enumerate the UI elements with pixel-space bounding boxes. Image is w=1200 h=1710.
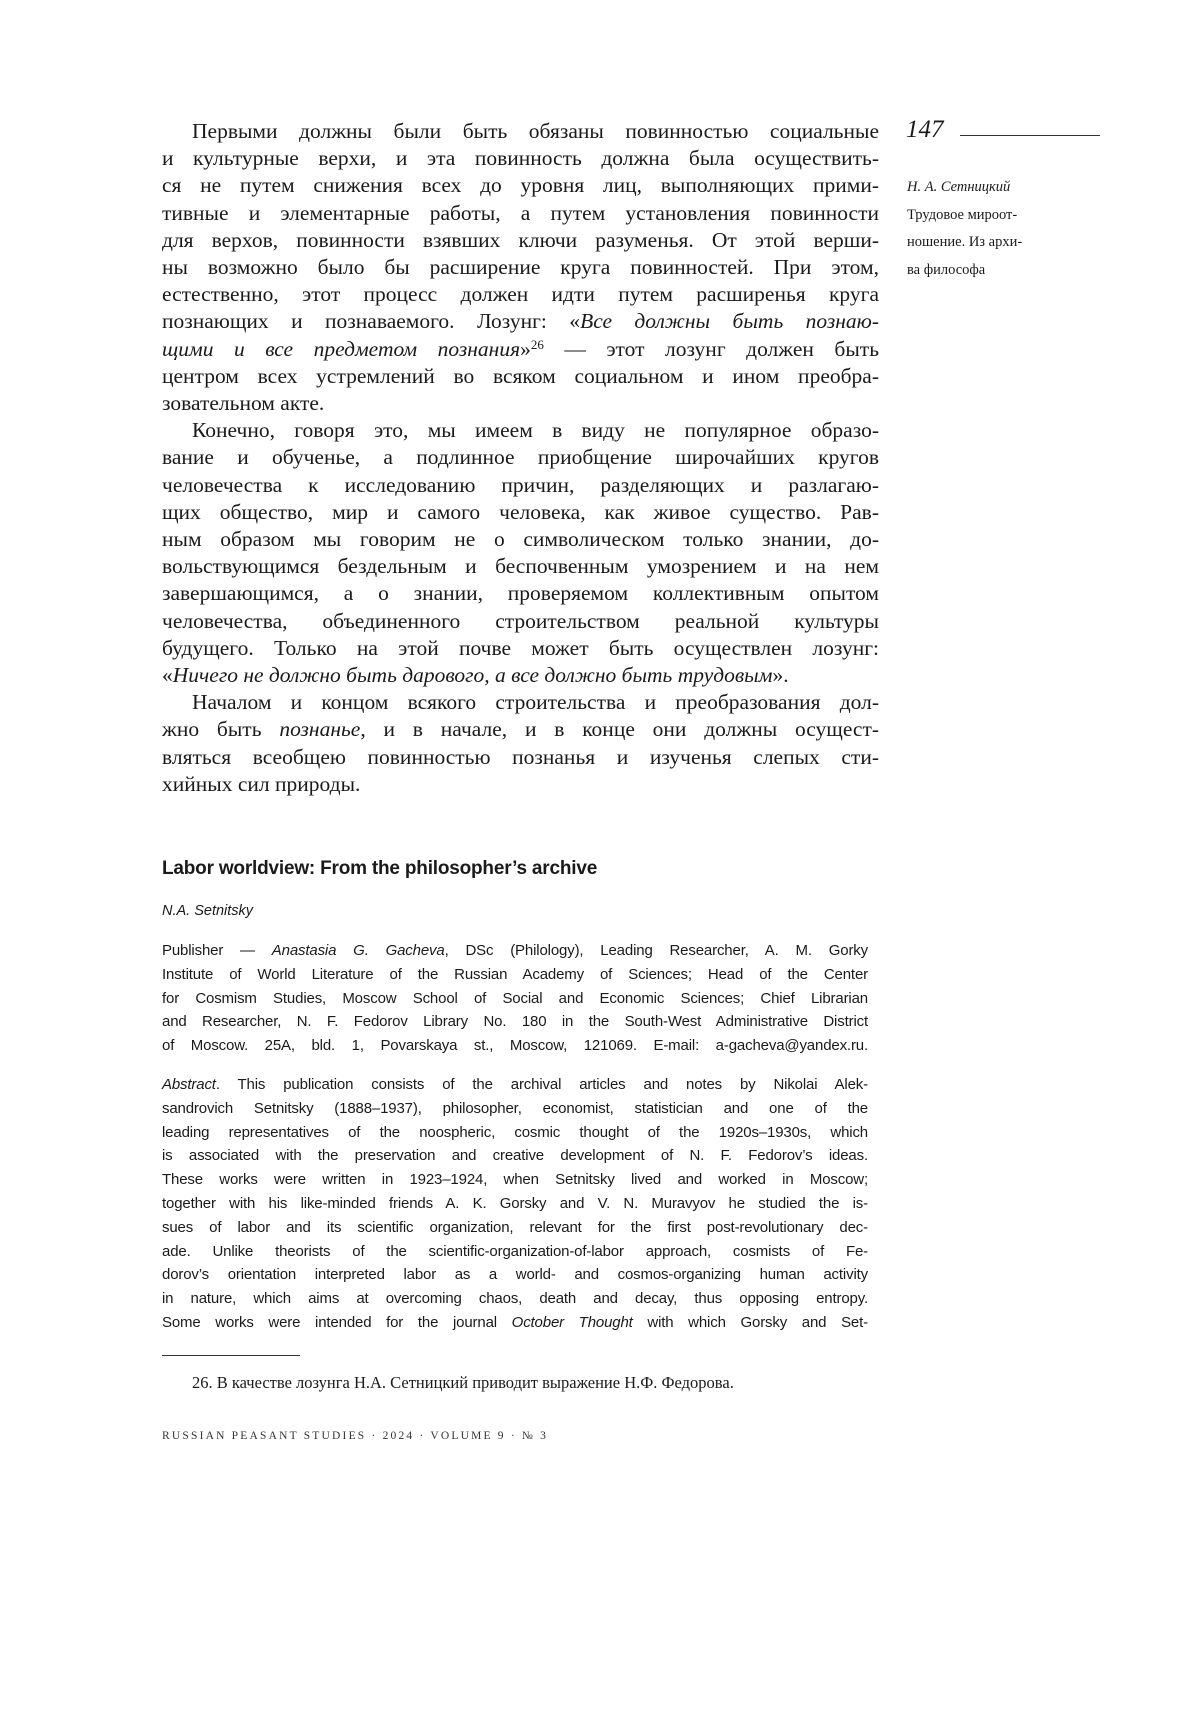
text-segment: вание и обученье, а подлинное приобщение широчайших кругов: [162, 445, 879, 469]
text-segment: and Researcher, N. F. Fedorov Library No. 180 in the South-West Administrative District: [162, 1013, 868, 1030]
text-line: [162, 1263, 868, 1287]
text-line: [162, 1097, 868, 1121]
text-line: [162, 1192, 868, 1216]
text-line: [162, 390, 879, 417]
paragraph: [162, 118, 879, 417]
text-line: [162, 716, 879, 743]
text-segment: Abstract: [162, 1076, 216, 1093]
text-line: [162, 963, 868, 987]
text-segment: These works were written in 1923–1924, when Setnitsky lived and worked in Moscow;: [162, 1171, 868, 1188]
running-head-title-line: ношение. Из архи-: [907, 229, 1067, 257]
text-segment: »: [520, 337, 531, 361]
text-segment: Ничего не должно быть дарового, а все должно быть трудовым: [173, 663, 773, 687]
text-segment: и культурные верхи, и эта повинность должна была осуществить-: [162, 146, 879, 170]
text-segment: завершающимся, а о знании, проверяемом коллективным опытом: [162, 581, 879, 605]
text-segment: in nature, which aims at overcoming chaos, death and decay, thus opposing entropy.: [162, 1290, 868, 1307]
page-number: 147: [906, 116, 944, 144]
text-segment: зовательном акте.: [162, 391, 324, 415]
running-head-title-line: ва философа: [907, 257, 1067, 285]
text-line: [162, 553, 879, 580]
english-title: Labor worldview: From the philosopher’s archive: [162, 858, 597, 880]
text-segment: is associated with the preservation and creative development of N. F. Fedorov’s ideas.: [162, 1147, 868, 1164]
text-segment: Institute of World Literature of the Russian Academy of Sciences; Head of the Center: [162, 966, 868, 983]
footnote-rule: [162, 1355, 300, 1356]
text-line: [162, 118, 879, 145]
text-segment: leading representatives of the noospheric, cosmic thought of the 1920s–1930s, which: [162, 1124, 868, 1141]
journal-footer: RUSSIAN PEASANT STUDIES · 2024 · VOLUME 9 · № 3: [162, 1430, 548, 1442]
running-head-title-line: Трудовое мироот-: [907, 202, 1067, 230]
text-segment: , DSc (Philology), Leading Researcher, A. M. Gorky: [445, 942, 868, 959]
text-line: [162, 308, 879, 335]
text-line: [162, 1240, 868, 1264]
text-line: [162, 635, 879, 662]
footnote: 26. В качестве лозунга Н.А. Сетницкий приводит выражение Н.Ф. Федорова.: [192, 1373, 734, 1393]
text-line: [162, 580, 879, 607]
text-line: [162, 526, 879, 553]
text-line: [162, 662, 879, 689]
text-segment: . This publication consists of the archival articles and notes by Nikolai Alek-: [216, 1076, 868, 1093]
text-line: [162, 499, 879, 526]
text-line: [162, 227, 879, 254]
text-segment: щих общество, мир и самого человека, как живое существо. Рав-: [162, 500, 879, 524]
text-segment: будущего. Только на этой почве может быть осуществлен лозунг:: [162, 636, 879, 660]
text-line: [162, 1121, 868, 1145]
text-line: [162, 1073, 868, 1097]
text-segment: Началом и концом всякого строительства и преобразования дол-: [192, 690, 879, 714]
text-segment: ».: [772, 663, 788, 687]
text-segment: Publisher —: [162, 942, 272, 959]
text-line: [162, 987, 868, 1011]
footnote-ref: 26: [531, 337, 544, 352]
english-author: N.A. Setnitsky: [162, 903, 253, 919]
running-head: [907, 174, 1067, 284]
text-segment: познающих и познаваемого. Лозунг: «: [162, 309, 580, 333]
text-segment: ся не путем снижения всех до уровня лиц, выполняющих прими-: [162, 173, 879, 197]
text-segment: для верхов, повинности взявших ключи разуменья. От этой верши-: [162, 228, 879, 252]
text-segment: ны возможно было бы расширение круга повинностей. При этом,: [162, 255, 879, 279]
text-segment: ным образом мы говорим не о символическом только знании, до-: [162, 527, 879, 551]
text-segment: человечества, объединенного строительством реальной культуры: [162, 609, 879, 633]
text-line: [162, 1144, 868, 1168]
text-segment: Первыми должны были быть обязаны повинностью социальные: [192, 119, 879, 143]
text-segment: человечества к исследованию причин, разделяющих и разлагаю-: [162, 473, 879, 497]
text-segment: October Thought: [512, 1314, 633, 1331]
text-line: [162, 1168, 868, 1192]
text-line: [162, 1010, 868, 1034]
text-segment: sues of labor and its scientific organization, relevant for the first post-revolutionary dec-: [162, 1219, 868, 1236]
text-line: [162, 472, 879, 499]
text-segment: together with his like-minded friends A. K. Gorsky and V. N. Muravyov he studied the is-: [162, 1195, 868, 1212]
text-segment: вольствующимся бездельным и беспочвенным умозрением и на нем: [162, 554, 879, 578]
text-line: [162, 363, 879, 390]
text-line: [162, 744, 879, 771]
text-segment: центром всех устремлений во всяком социальном и ином преобра-: [162, 364, 879, 388]
text-segment: sandrovich Setnitsky (1888–1937), philosopher, economist, statistician and one of the: [162, 1100, 868, 1117]
paragraph: [162, 689, 879, 798]
page-number-rule: [960, 135, 1100, 136]
text-segment: ade. Unlike theorists of the scientific-organization-of-labor approach, cosmists of Fe-: [162, 1243, 868, 1260]
text-segment: — этот лозунг должен быть: [544, 337, 879, 361]
text-segment: Anastasia G. Gacheva: [272, 942, 445, 959]
text-segment: Все должны быть познаю-: [580, 309, 879, 333]
text-line: [162, 608, 879, 635]
text-line: [162, 1216, 868, 1240]
text-segment: жно быть: [162, 717, 279, 741]
text-segment: щими и все предметом познания: [162, 337, 520, 361]
text-line: [162, 336, 879, 363]
text-segment: естественно, этот процесс должен идти путем расширенья круга: [162, 282, 879, 306]
text-line: [162, 417, 879, 444]
russian-body-text: [162, 118, 879, 798]
text-segment: хийных сил природы.: [162, 772, 360, 796]
text-line: [162, 444, 879, 471]
paragraph: [162, 417, 879, 689]
text-segment: dorov’s orientation interpreted labor as a world- and cosmos-organizing human activity: [162, 1266, 868, 1283]
text-segment: тивные и элементарные работы, а путем установления повинности: [162, 201, 879, 225]
text-segment: Some works were intended for the journal: [162, 1314, 512, 1331]
text-line: [162, 254, 879, 281]
text-segment: познанье: [279, 717, 360, 741]
text-line: [162, 1287, 868, 1311]
publisher-info: [162, 939, 868, 1058]
text-segment: , и в начале, и в конце они должны осущест-: [360, 717, 879, 741]
text-segment: «: [162, 663, 173, 687]
text-line: [162, 771, 879, 798]
text-line: [162, 172, 879, 199]
text-segment: вляться всеобщею повинностью познанья и изученья слепых сти-: [162, 745, 879, 769]
text-line: [162, 281, 879, 308]
text-segment: for Cosmism Studies, Moscow School of Social and Economic Sciences; Chief Librarian: [162, 990, 868, 1007]
abstract: [162, 1073, 868, 1335]
text-line: [162, 939, 868, 963]
text-line: [162, 1311, 868, 1335]
text-segment: Конечно, говоря это, мы имеем в виду не популярное образо-: [192, 418, 879, 442]
text-line: [162, 1034, 868, 1058]
text-segment: with which Gorsky and Set-: [633, 1314, 868, 1331]
text-line: [162, 689, 879, 716]
text-segment: of Moscow. 25A, bld. 1, Povarskaya st., Moscow, 121069. E-mail: a-gacheva@yandex.ru.: [162, 1037, 868, 1054]
text-line: [162, 200, 879, 227]
text-line: [162, 145, 879, 172]
running-head-author: Н. А. Сетницкий: [907, 174, 1067, 202]
